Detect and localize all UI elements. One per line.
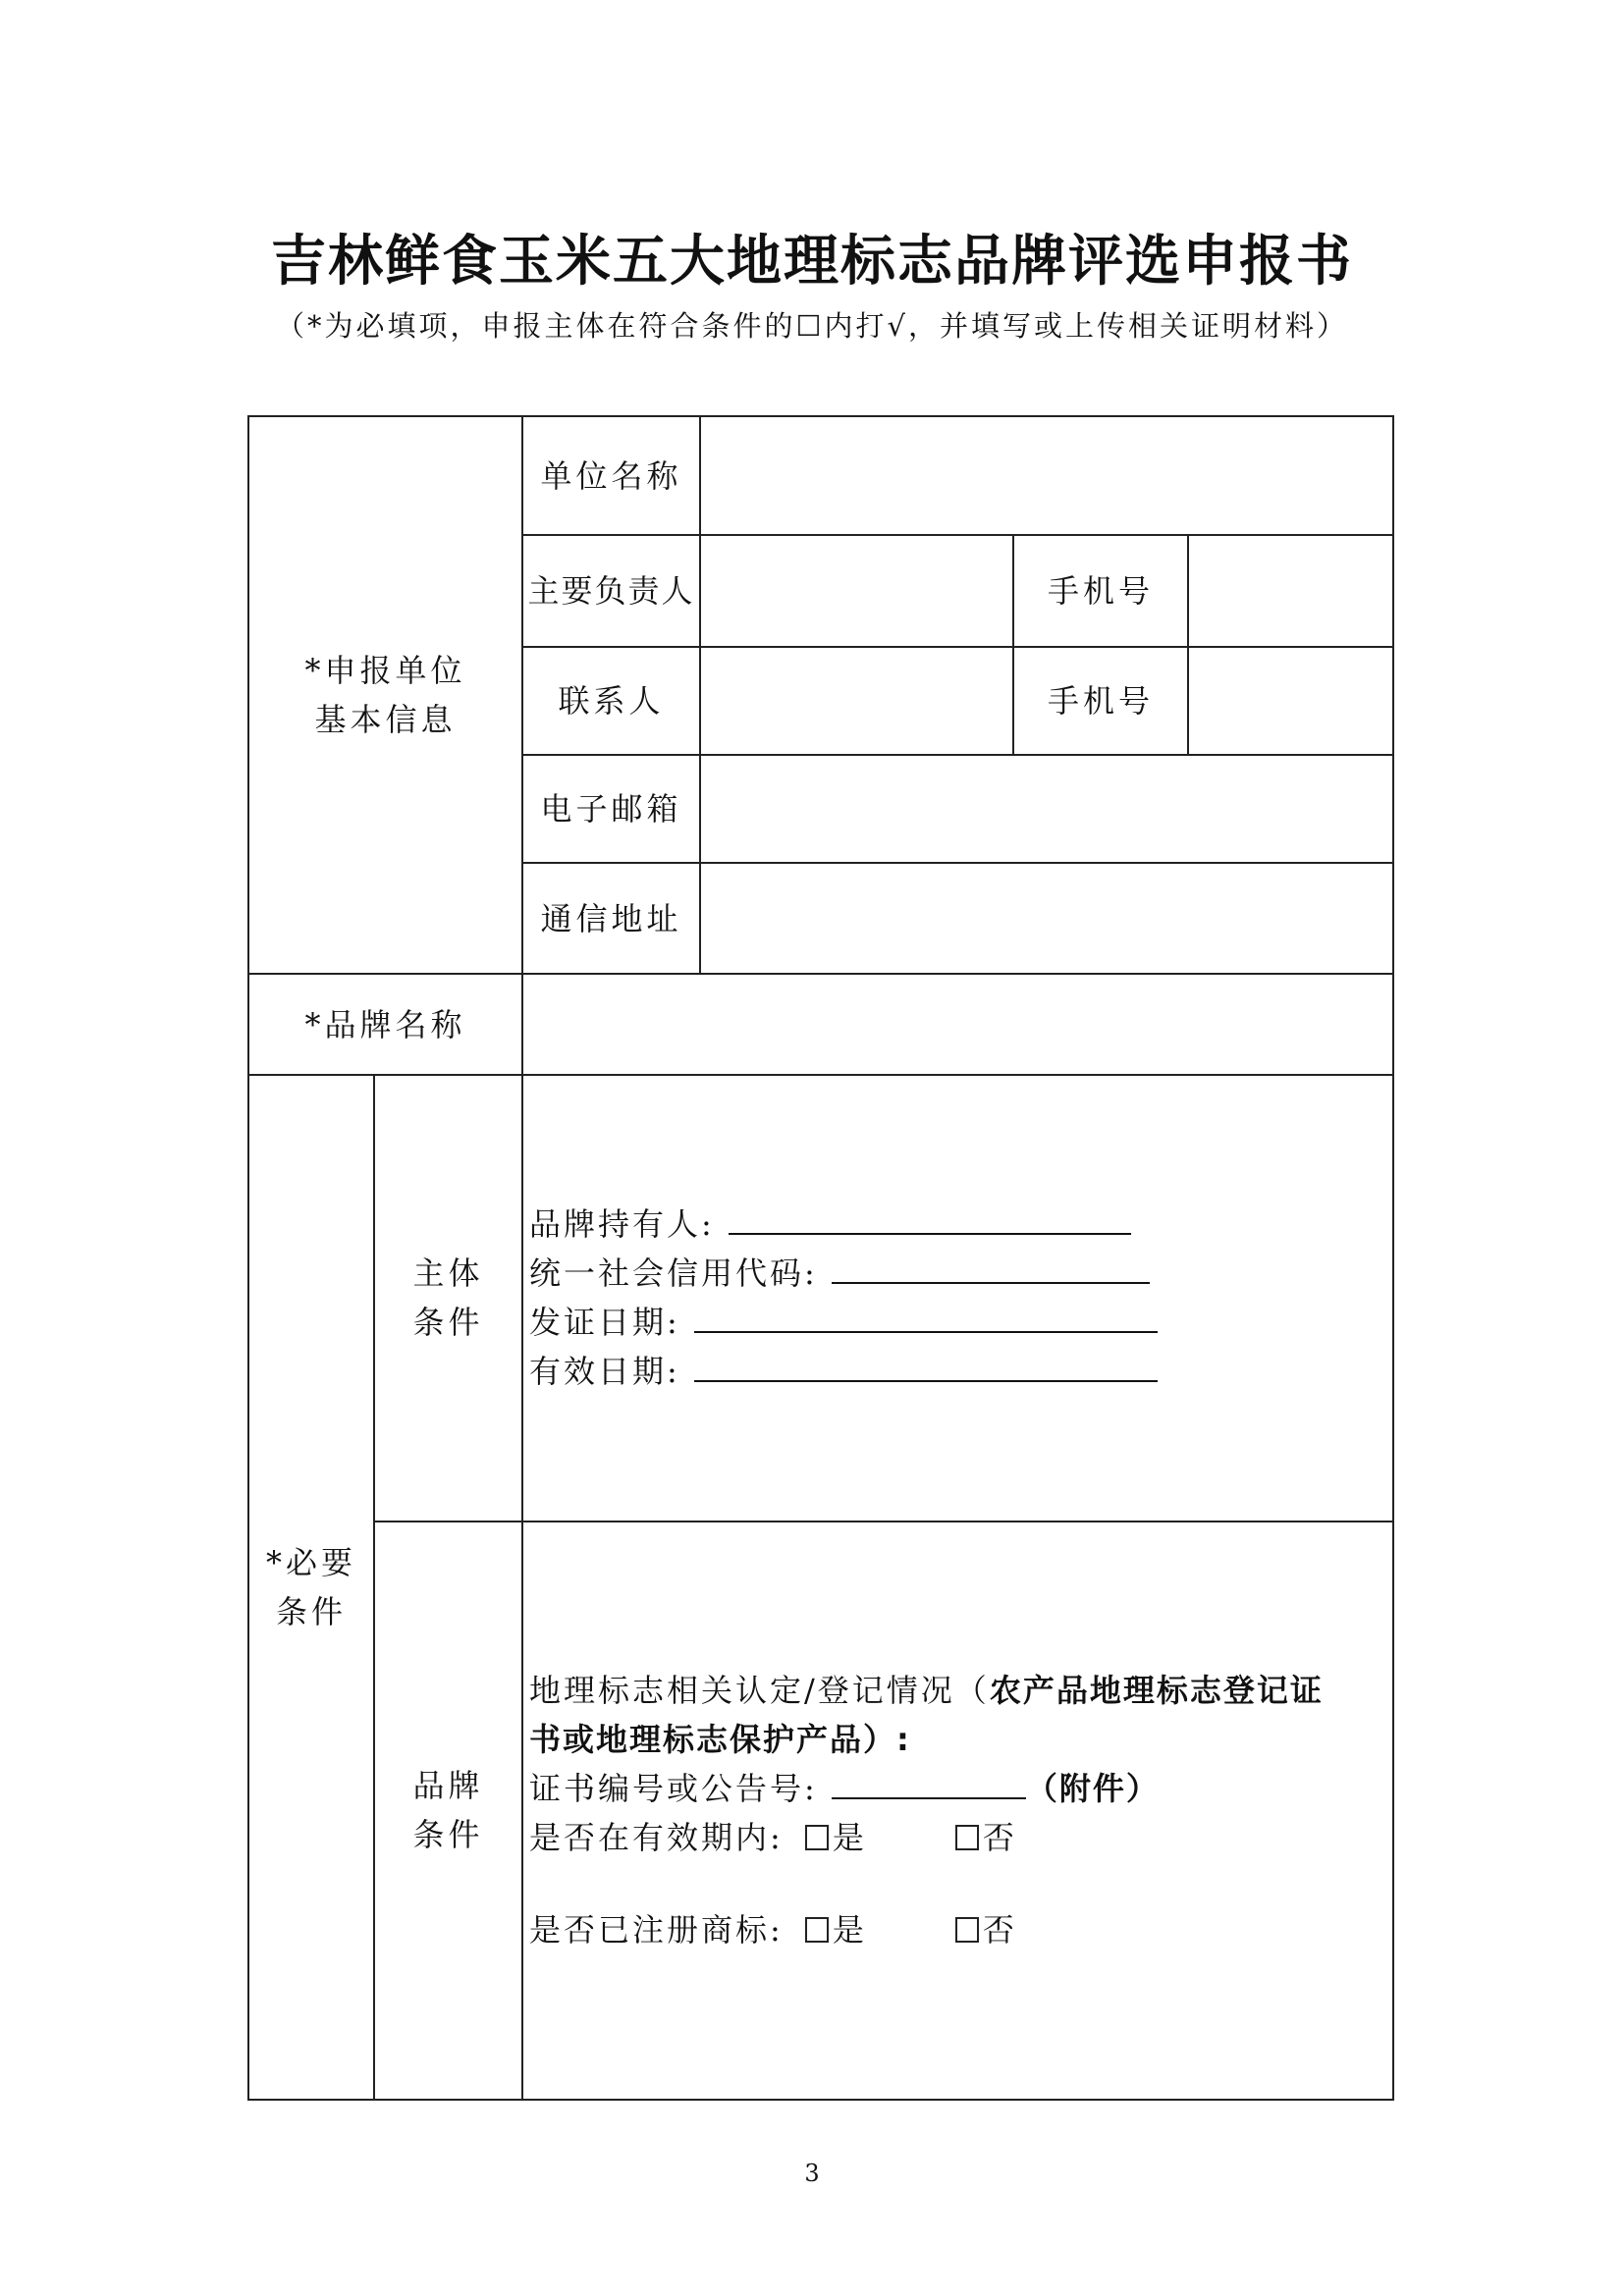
- unit-name-field[interactable]: [700, 416, 1393, 535]
- brand-holder-row: [529, 1200, 1392, 1249]
- credit-code-row: [529, 1249, 1392, 1298]
- application-form-table: [247, 415, 1394, 2101]
- trademark-no-checkbox[interactable]: [955, 1917, 979, 1943]
- valid-date-row: [529, 1347, 1392, 1396]
- address-field[interactable]: [700, 863, 1393, 974]
- cert-number-label: 证书编号或公告号:: [529, 1770, 818, 1808]
- valid-no-checkbox[interactable]: [955, 1825, 979, 1850]
- cert-number-row: [529, 1764, 1392, 1813]
- contact-phone-field[interactable]: [1188, 647, 1393, 755]
- brand-conditions-label: 品牌 条件: [374, 1522, 522, 2100]
- credit-code-label: 统一社会信用代码:: [529, 1255, 818, 1293]
- brand-holder-input[interactable]: [729, 1203, 1131, 1235]
- valid-date-label: 有效日期:: [529, 1353, 680, 1391]
- credit-code-input[interactable]: [832, 1253, 1150, 1284]
- brand-conditions-content: [522, 1522, 1393, 2100]
- gi-status-line2: 书或地理标志保护产品）:: [529, 1721, 911, 1759]
- principal-phone-label: 手机号: [1013, 535, 1188, 647]
- contact-phone-label: 手机号: [1013, 647, 1188, 755]
- issue-date-label: 发证日期:: [529, 1304, 680, 1342]
- requirements-label: *必要 条件: [248, 1075, 374, 2100]
- brand-name-label: *品牌名称: [248, 974, 522, 1075]
- instructions: （*为必填项，申报主体在符合条件的☐内打√，并填写或上传相关证明材料）: [276, 309, 1348, 343]
- email-label: 电子邮箱: [522, 755, 700, 863]
- page-number: 3: [804, 2160, 820, 2187]
- subject-conditions-content: [522, 1075, 1393, 1521]
- contact-field[interactable]: [700, 647, 1013, 755]
- principal-label: 主要负责人: [522, 535, 700, 647]
- trademark-label: 是否已注册商标:: [529, 1911, 784, 1949]
- valid-date-input[interactable]: [694, 1351, 1158, 1382]
- trademark-yes-checkbox[interactable]: [805, 1917, 829, 1943]
- document-title: 吉林鲜食玉米五大地理标志品牌评选申报书: [271, 230, 1353, 294]
- brand-holder-label: 品牌持有人:: [529, 1205, 715, 1244]
- basic-info-section-label: *申报单位 基本信息: [248, 416, 522, 974]
- unit-name-label: 单位名称: [522, 416, 700, 535]
- valid-yes-checkbox[interactable]: [805, 1825, 829, 1850]
- email-field[interactable]: [700, 755, 1393, 863]
- valid-period-label: 是否在有效期内:: [529, 1819, 784, 1857]
- valid-period-row: 是否在有效期内: 是 否: [529, 1819, 1017, 1857]
- issue-date-row: [529, 1298, 1392, 1347]
- principal-phone-field[interactable]: [1188, 535, 1393, 647]
- contact-label: 联系人: [522, 647, 700, 755]
- subject-conditions-label: 主体 条件: [374, 1075, 522, 1521]
- issue-date-input[interactable]: [694, 1302, 1158, 1333]
- principal-field[interactable]: [700, 535, 1013, 647]
- trademark-row: 是否已注册商标: 是 否: [529, 1911, 1017, 1949]
- brand-name-field[interactable]: [522, 974, 1393, 1075]
- attachment-note: （附件）: [1025, 1770, 1160, 1808]
- cert-number-input[interactable]: [832, 1768, 1026, 1799]
- gi-status-line1: 地理标志相关认定/登记情况（农产品地理标志登记证: [529, 1672, 1324, 1710]
- address-label: 通信地址: [522, 863, 700, 974]
